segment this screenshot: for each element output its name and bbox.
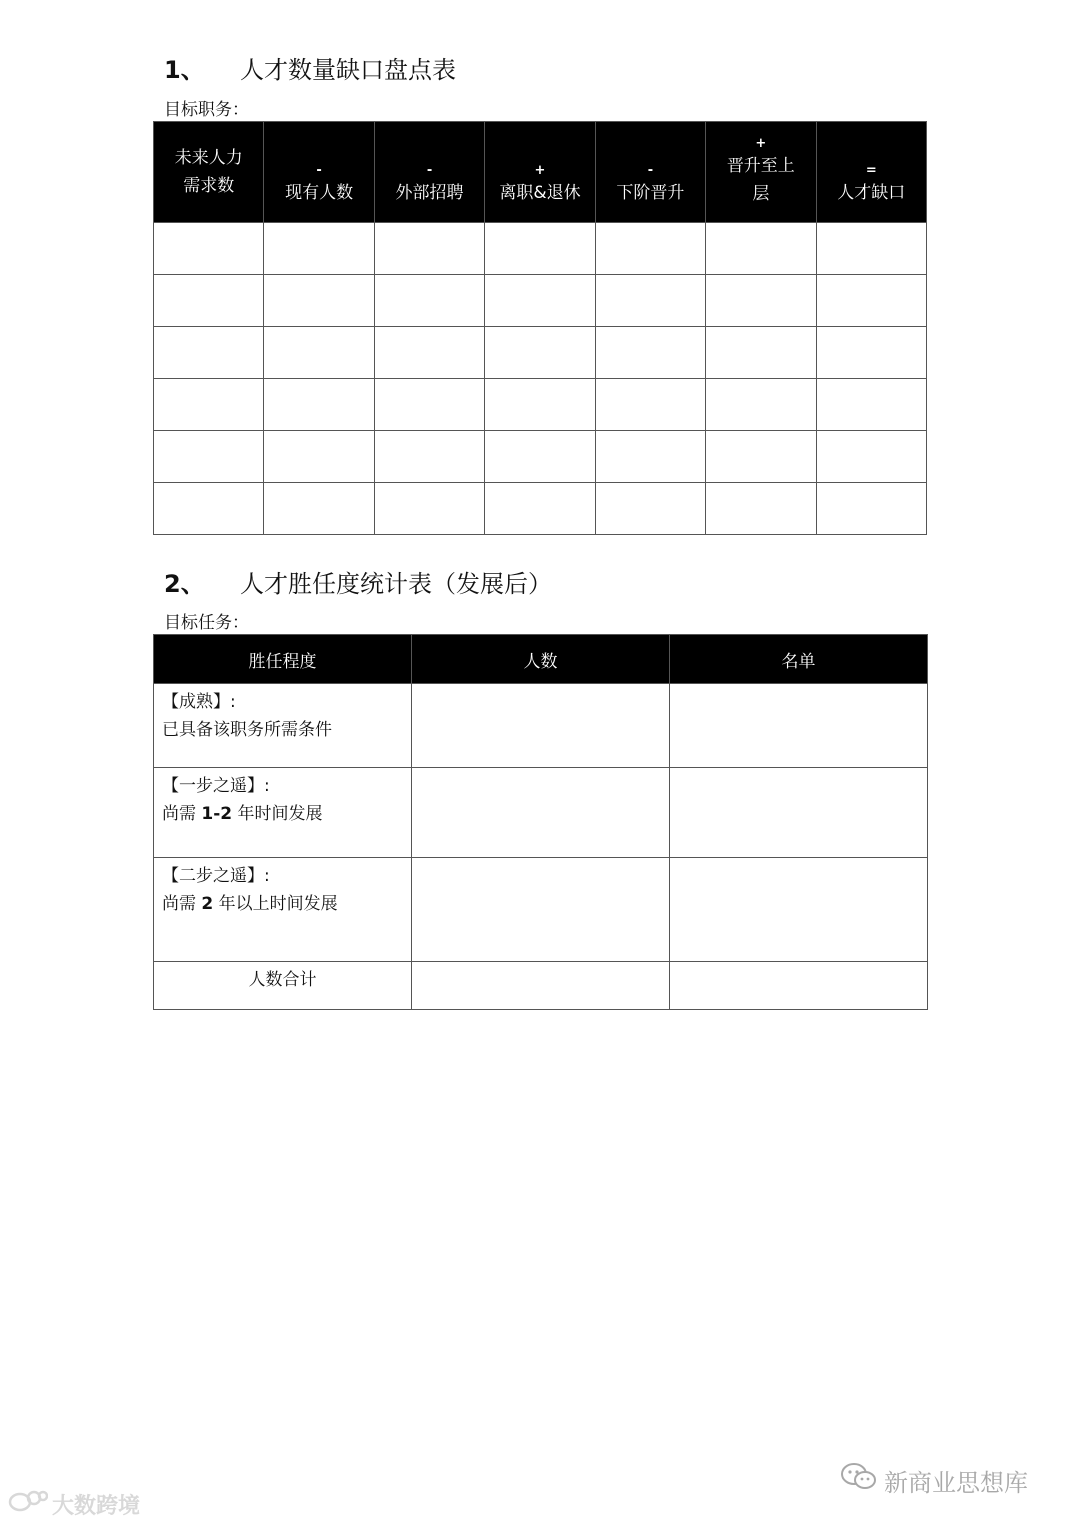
table-row bbox=[154, 768, 928, 858]
table-cell[interactable] bbox=[485, 483, 595, 535]
operator-minus: - bbox=[426, 163, 433, 178]
competency-table bbox=[153, 634, 928, 1010]
table-cell[interactable] bbox=[154, 379, 264, 431]
table-cell[interactable] bbox=[595, 327, 705, 379]
target-position-label: 目标职务： bbox=[164, 100, 249, 120]
table-cell[interactable] bbox=[264, 431, 374, 483]
table-cell[interactable] bbox=[485, 379, 595, 431]
table-cell[interactable] bbox=[485, 327, 595, 379]
watermark-left-text: 大数跨境 bbox=[52, 1493, 141, 1519]
weibo-icon bbox=[8, 1488, 48, 1520]
table-row bbox=[154, 275, 927, 327]
table-cell[interactable] bbox=[816, 431, 926, 483]
table-cell[interactable] bbox=[706, 327, 816, 379]
col-headcount: 人数 bbox=[412, 635, 670, 684]
table-cell[interactable] bbox=[154, 327, 264, 379]
table-cell[interactable] bbox=[412, 962, 670, 1010]
col-promoted-up: + 晋升至上 层 bbox=[706, 122, 816, 223]
table-cell[interactable] bbox=[670, 858, 928, 962]
table-cell[interactable] bbox=[670, 768, 928, 858]
talent-gap-table bbox=[153, 121, 927, 535]
col-future-demand: 未来人力 需求数 bbox=[154, 122, 264, 223]
watermark-left bbox=[8, 1488, 140, 1520]
table-row bbox=[154, 858, 928, 962]
operator-minus: - bbox=[316, 163, 322, 178]
table-cell[interactable] bbox=[264, 379, 374, 431]
table-cell[interactable] bbox=[264, 483, 374, 535]
level-mature: 【成熟】: 已具备该职务所需条件 bbox=[154, 684, 412, 768]
talent-gap-header-row bbox=[154, 122, 927, 223]
table-cell[interactable] bbox=[816, 327, 926, 379]
wechat-icon bbox=[840, 1462, 878, 1498]
section-2-title-text: 人才胜任度统计表（发展后） bbox=[240, 570, 552, 598]
level-two-step: 【二步之遥】: 尚需 2 年以上时间发展 bbox=[154, 858, 412, 962]
table-cell[interactable] bbox=[816, 379, 926, 431]
table-cell[interactable] bbox=[706, 379, 816, 431]
col-current-headcount: - 现有人数 bbox=[264, 122, 374, 223]
table-cell[interactable] bbox=[706, 223, 816, 275]
table-cell[interactable] bbox=[706, 431, 816, 483]
watermark-right bbox=[840, 1462, 1028, 1498]
table-row bbox=[154, 483, 927, 535]
section-1-number: 1、 bbox=[164, 56, 205, 84]
table-cell[interactable] bbox=[374, 327, 484, 379]
table-cell[interactable] bbox=[595, 431, 705, 483]
col-external-hiring: - 外部招聘 bbox=[374, 122, 484, 223]
table-cell[interactable] bbox=[374, 483, 484, 535]
watermark-right-text: 新商业思想库 bbox=[884, 1468, 1028, 1497]
level-one-step: 【一步之遥】: 尚需 1-2 年时间发展 bbox=[154, 768, 412, 858]
target-task-label: 目标任务： bbox=[164, 613, 249, 633]
table-cell[interactable] bbox=[264, 275, 374, 327]
table-row bbox=[154, 223, 927, 275]
col-competency-level: 胜任程度 bbox=[154, 635, 412, 684]
operator-equals: = bbox=[865, 163, 877, 178]
table-cell[interactable] bbox=[412, 684, 670, 768]
table-cell[interactable] bbox=[264, 327, 374, 379]
table-cell[interactable] bbox=[706, 483, 816, 535]
section-1-title-text: 人才数量缺口盘点表 bbox=[240, 56, 456, 84]
operator-plus: + bbox=[755, 136, 767, 151]
total-headcount-label: 人数合计 bbox=[154, 962, 412, 1010]
table-cell[interactable] bbox=[706, 275, 816, 327]
table-cell[interactable] bbox=[412, 768, 670, 858]
table-row bbox=[154, 684, 928, 768]
table-cell[interactable] bbox=[374, 379, 484, 431]
table-cell[interactable] bbox=[154, 431, 264, 483]
competency-header-row bbox=[154, 635, 928, 684]
table-cell[interactable] bbox=[595, 223, 705, 275]
table-cell[interactable] bbox=[374, 223, 484, 275]
table-cell[interactable] bbox=[264, 223, 374, 275]
table-cell[interactable] bbox=[374, 431, 484, 483]
table-cell[interactable] bbox=[154, 275, 264, 327]
table-cell[interactable] bbox=[485, 431, 595, 483]
col-turnover-retirement: + 离职&退休 bbox=[485, 122, 595, 223]
table-cell[interactable] bbox=[816, 275, 926, 327]
table-cell[interactable] bbox=[816, 223, 926, 275]
table-cell[interactable] bbox=[670, 684, 928, 768]
table-cell[interactable] bbox=[412, 858, 670, 962]
table-cell[interactable] bbox=[154, 483, 264, 535]
col-talent-gap: = 人才缺口 bbox=[816, 122, 926, 223]
table-cell[interactable] bbox=[595, 483, 705, 535]
operator-minus: - bbox=[647, 163, 654, 178]
table-row bbox=[154, 379, 927, 431]
section-1-title bbox=[164, 50, 456, 85]
table-cell[interactable] bbox=[816, 483, 926, 535]
table-cell[interactable] bbox=[485, 275, 595, 327]
table-cell[interactable] bbox=[595, 379, 705, 431]
table-cell[interactable] bbox=[485, 223, 595, 275]
table-cell[interactable] bbox=[374, 275, 484, 327]
operator-plus: + bbox=[534, 163, 546, 178]
table-row bbox=[154, 431, 927, 483]
col-name-list: 名单 bbox=[670, 635, 928, 684]
table-row bbox=[154, 962, 928, 1010]
section-2-number: 2、 bbox=[164, 570, 205, 598]
table-row bbox=[154, 327, 927, 379]
section-2-title bbox=[164, 564, 552, 599]
col-lower-promotion: - 下阶晋升 bbox=[595, 122, 705, 223]
table-cell[interactable] bbox=[595, 275, 705, 327]
table-cell[interactable] bbox=[670, 962, 928, 1010]
table-cell[interactable] bbox=[154, 223, 264, 275]
